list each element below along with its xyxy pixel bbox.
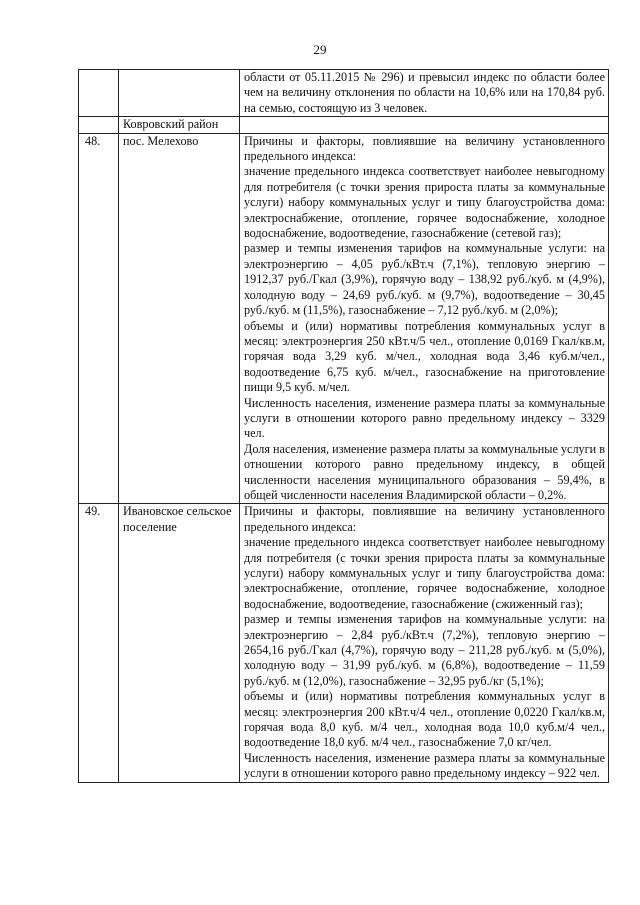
cell-desc-empty — [240, 117, 609, 133]
paragraph: Доля населения, изменение размера платы за коммунальные услуги в отношении которого равно предельному индексу, в общей численности населения муниципального образования – 59,4%, в общей численности населения Владимирской области – 0,2%. — [244, 441, 605, 502]
row-description — [240, 133, 609, 504]
continuation-row — [79, 70, 609, 117]
paragraph: значение предельного индекса соответствует наиболее невыгодному для потребителя (с точки зрения прироста платы за коммунальные услуги) набору коммунальных услуг и типу благоустройства дома: электроснабжение, отопление, горячее водоснабжение, холодное водоснабжение, водоотведение, газоснабжение (сжиженный газ); — [244, 535, 605, 611]
cell-num-empty — [79, 117, 119, 133]
paragraph: объемы и (или) нормативы потребления коммунальных услуг в месяц: электроэнергия 200 кВт.ч/4 чел., отопление 0,0220 Гкал/кв.м, горячая вода 8,0 куб. м/4 чел., холодная вода 10,0 куб.м/4 чел., водоотведение 18,0 куб. м/4 чел., газоснабжение 7,0 кг/чел. — [244, 689, 605, 750]
paragraph: Численность населения, изменение размера платы за коммунальные услуги в отношении которого равно предельному индексу – 3329 чел. — [244, 395, 605, 441]
row-number: 49. — [79, 504, 119, 782]
paragraph: Численность населения, изменение размера платы за коммунальные услуги в отношении которого равно предельному индексу – 922 чел. — [244, 750, 605, 781]
cell-name-empty — [119, 70, 240, 117]
paragraph: размер и темпы изменения тарифов на коммунальные услуги: на электроэнергию – 2,84 руб./кВт.ч (7,2%), тепловую энергию – 2654,16 руб./Гкал (4,7%), горячую воду – 211,28 руб./куб. м (5,0%), холодную воду – 31,99 руб./куб. м (6,8%), водоотведение – 11,59 руб./куб. м (12,0%), газоснабжение – 32,95 руб./кг (5,1%); — [244, 612, 605, 688]
paragraph: Причины и факторы, повлиявшие на величину установленного предельного индекса: — [244, 504, 605, 534]
settlement-name: пос. Мелехово — [119, 133, 240, 504]
district-name: Ковровский район — [119, 117, 240, 133]
paragraph: Причины и факторы, повлиявшие на величину установленного предельного индекса: — [244, 133, 605, 164]
row-description — [240, 504, 609, 782]
tariff-table — [78, 69, 609, 783]
page-number: 29 — [313, 42, 327, 57]
table-row — [79, 504, 609, 782]
continuation-text: области от 05.11.2015 № 296) и превысил индекс по области более чем на величину отклонения по области на 10,6% или на 170,84 руб. на семью, состоящую из 3 человек. — [240, 70, 609, 117]
table-row — [79, 133, 609, 504]
settlement-name: Ивановское сельское поселение — [119, 504, 240, 782]
row-number: 48. — [79, 133, 119, 504]
paragraph: объемы и (или) нормативы потребления коммунальных услуг в месяц: электроэнергия 250 кВт.ч/5 чел., отопление 0,0169 Гкал/кв.м, горячая вода 3,29 куб. м/чел., холодная вода 3,46 куб.м/чел., водоотведение 6,75 куб. м/чел., газоснабжение на приготовление пищи 9,5 куб. м/чел. — [244, 318, 605, 395]
district-row — [79, 117, 609, 133]
cell-num-empty — [79, 70, 119, 117]
paragraph: значение предельного индекса соответствует наиболее невыгодному для потребителя (с точки зрения прироста платы за коммунальные услуги) набору коммунальных услуг и типу благоустройства дома: электроснабжение, отопление, горячее водоснабжение, холодное водоснабжение, водоотведение, газоснабжение (сетевой газ); — [244, 164, 605, 241]
paragraph: размер и темпы изменения тарифов на коммунальные услуги: на электроэнергию – 4,05 руб./кВт.ч (7,1%), тепловую энергию – 1912,37 руб./Гкал (3,9%), горячую воду – 138,92 руб./куб. м (4,9%), холодную воду – 24,69 руб./куб. м (9,7%), водоотведение – 30,45 руб./куб. м (11,5%), газоснабжение – 7,12 руб./куб. м (2,0%); — [244, 241, 605, 318]
